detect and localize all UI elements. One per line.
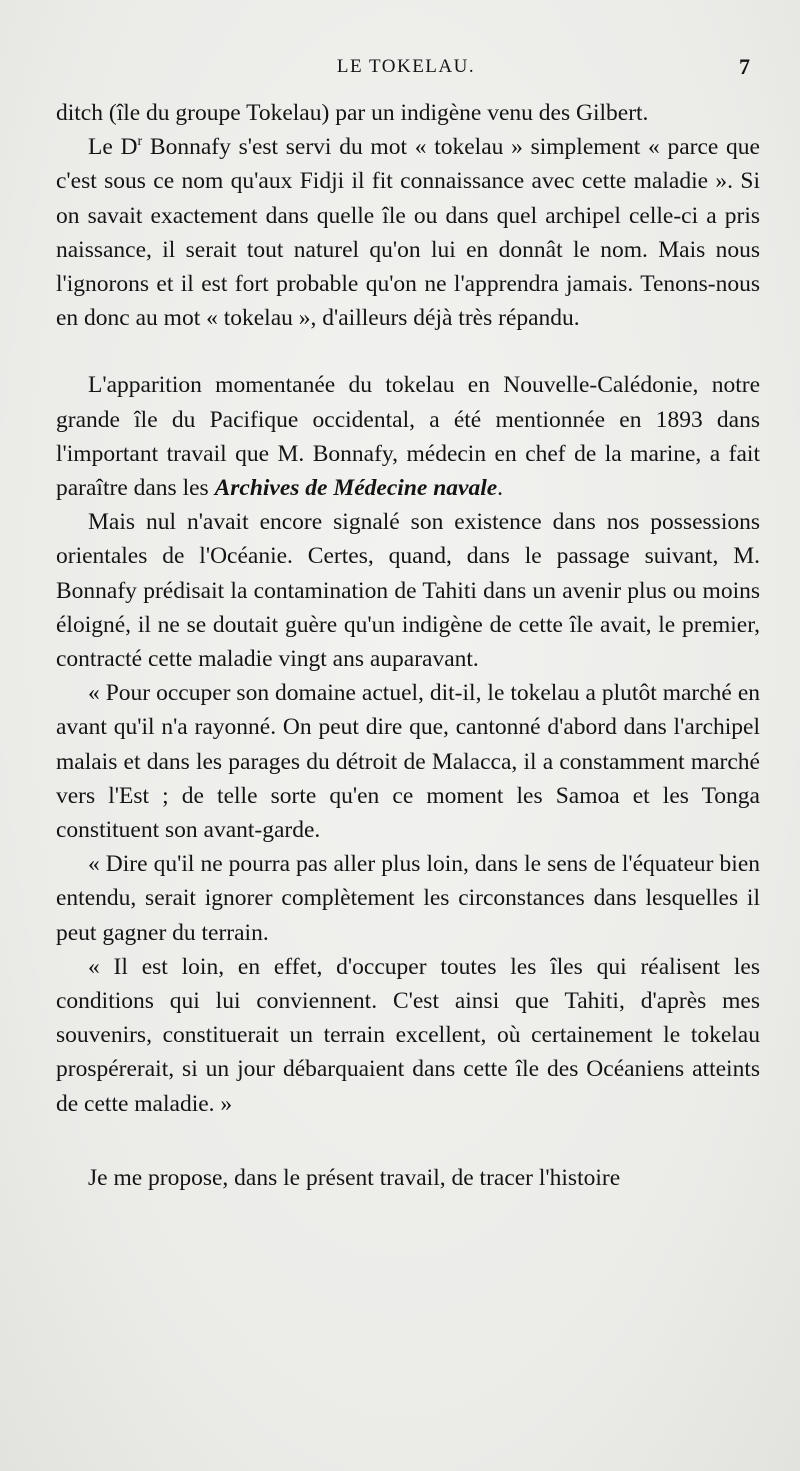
paragraph-last: Je me propose, dans le présent travail, de tracer l'histoire (88, 1164, 621, 1191)
page-number: 7 (739, 54, 750, 79)
paragraph-2-rest: Bonnafy s'est servi du mot « tokelau » simplement « parce que c'est sous ce nom qu'aux Fidji il fit connaissance avec cette maladie ». Si on savait exactement dans quelle île ou dans quel archipel celle-ci a pris naissance, il serait tout naturel qu'on lui en donnât le nom. Mais nous l'ignorons et il est fort probable qu'on ne l'apprendra jamais. Tenons-nous en donc au mot « tokelau », d'ailleurs déjà très répandu. (56, 134, 760, 332)
quote-paragraph-2: « Dire qu'il ne pourra pas aller plus loin, dans le sens de l'équateur bien entendu, serait ignorer complètement les circonstances dans lesquelles il peut gagner du terrain. (56, 851, 760, 946)
paragraph-4: Mais nul n'avait encore signalé son existence dans nos possessions orientales de l'Océanie. Certes, quand, dans le passage suivant, M. Bonnafy prédisait la contamination de Tahiti dans un avenir plus ou moins éloigné, il ne se doutait guère qu'un indigène de cette île avait, le premier, contracté cette maladie vingt ans auparavant. (56, 509, 760, 673)
paragraph-3 (56, 368, 760, 505)
paragraph-3-start: L'apparition momentanée du tokelau en Nouvelle-Calédonie, notre grande île du Pacifique occidental, a été mentionnée en 1893 dans l'important travail que M. Bonnafy, médecin en chef de la marine, a fait paraître dans les (56, 372, 760, 502)
quote-paragraph-1: « Pour occuper son domaine actuel, dit-il, le tokelau a plutôt marché en avant qu'il n'a rayonné. On peut dire que, cantonné d'abord dans l'archipel malais et dans les parages du détroit de Malacca, il a constamment marché vers l'Est ; de telle sorte qu'en ce moment les Samoa et les Tonga constituent son avant-garde. (56, 680, 760, 844)
journal-title: Archives de Médecine navale (214, 475, 498, 502)
running-title: LE TOKELAU. (336, 56, 476, 77)
doctor-superscript: r (137, 134, 143, 150)
paragraph-2 (56, 130, 760, 335)
quote-paragraph-3: « Il est loin, en effet, d'occuper toutes les îles qui réalisent les conditions qui lui conviennent. C'est ainsi que Tahiti, d'après mes souvenirs, constituerait un terrain excellent, où certainement le tokelau prospérerait, si un jour débarquaient dans cette île des Océaniens atteints de cette maladie. » (56, 953, 760, 1117)
paragraph-3-end: . (497, 475, 504, 502)
page-header (56, 52, 756, 82)
paragraph-2-start: Le D (88, 134, 138, 161)
paragraph-1: ditch (île du groupe Tokelau) par un indigène venu des Gilbert. (56, 100, 649, 126)
body-text (56, 96, 760, 1195)
